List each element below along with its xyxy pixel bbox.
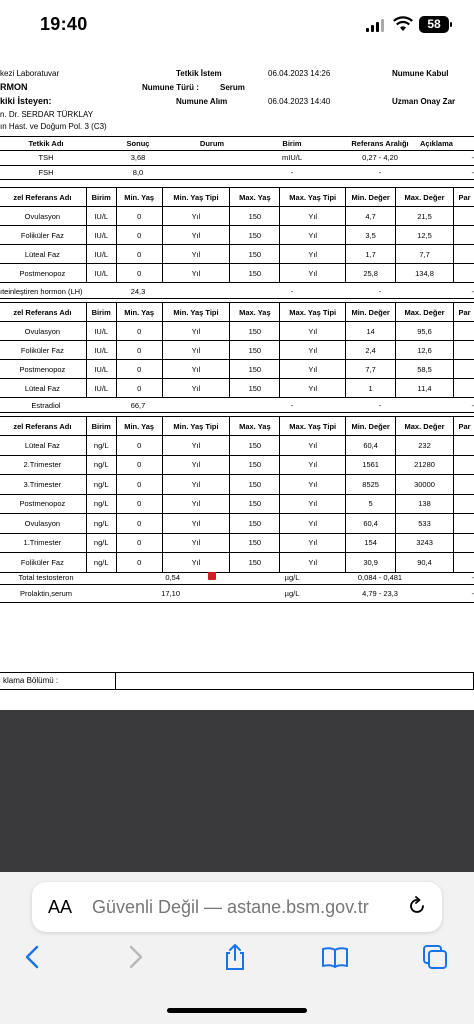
ref-name: Postmenopoz [0, 494, 86, 514]
ref-max-val: 12,5 [396, 226, 454, 245]
ref-par [453, 475, 474, 495]
ref-unit: IU/L [86, 226, 116, 245]
ref-col-name: zel Referans Adı [0, 417, 86, 436]
col-sonuc: Sonuç [94, 137, 182, 151]
ref-min-type: Yıl [162, 553, 230, 573]
ref-name: Postmenopoz [0, 264, 86, 283]
ref-col-min-val: Min. Değer [346, 303, 396, 322]
ref-min-type: Yıl [162, 514, 230, 534]
ref-col-min-age: Min. Yaş [116, 417, 162, 436]
ref-col-max-val: Max. Değer [396, 188, 454, 207]
table-row [0, 436, 474, 456]
ref-col-max-val: Max. Değer [396, 417, 454, 436]
table-row [0, 514, 474, 534]
home-indicator [167, 1008, 307, 1013]
ref-min-type: Yıl [162, 341, 230, 360]
wifi-icon [393, 16, 413, 32]
numune-turu-label: Numune Türü : [142, 83, 199, 92]
ref-col-unit: Birim [86, 303, 116, 322]
ref-min-type: Yıl [162, 226, 230, 245]
ref-max-type: Yıl [280, 226, 346, 245]
ref-col-name: zel Referans Adı [0, 188, 86, 207]
ref-min-val: 1561 [346, 455, 396, 475]
ref-max-val: 30000 [396, 475, 454, 495]
ref-name: Lüteal Faz [0, 245, 86, 264]
table-row [0, 584, 474, 602]
ref-max-val: 11,4 [396, 379, 454, 398]
test-result: 24,3 [94, 285, 182, 298]
lh-ref-table [0, 302, 474, 398]
estradiol-ref-table [0, 416, 474, 573]
test-name: Prolaktin,serum [0, 584, 94, 602]
uzman-onay-label: Uzman Onay Zar [392, 97, 456, 106]
ref-col-name: zel Referans Adı [0, 303, 86, 322]
ref-name: 2.Trimester [0, 455, 86, 475]
table-row [0, 322, 474, 341]
ref-max-val: 138 [396, 494, 454, 514]
ref-unit: ng/L [86, 455, 116, 475]
ref-min-age: 0 [116, 436, 162, 456]
test-unit: - [242, 165, 342, 179]
fsh-ref-table [0, 187, 474, 283]
ref-unit: IU/L [86, 264, 116, 283]
test-ref: - [342, 285, 418, 298]
ref-min-age: 0 [116, 494, 162, 514]
ref-min-val: 14 [346, 322, 396, 341]
ref-min-type: Yıl [162, 322, 230, 341]
test-note: - [418, 151, 474, 165]
result-rows-tsh-fsh [0, 151, 474, 180]
test-name: FSH [0, 165, 94, 179]
ref-max-age: 150 [230, 455, 280, 475]
ref-max-val: 134,8 [396, 264, 454, 283]
isteyen-label: kiki İsteyen: [0, 96, 52, 106]
ref-min-age: 0 [116, 226, 162, 245]
col-durum: Durum [182, 137, 242, 151]
ref-name: Ovulasyon [0, 207, 86, 226]
ref-min-type: Yıl [162, 207, 230, 226]
clock: 19:40 [40, 14, 88, 34]
aciklama-divider [115, 673, 116, 689]
ref-min-type: Yıl [162, 436, 230, 456]
ref-min-val: 4,7 [346, 207, 396, 226]
ref-unit: IU/L [86, 245, 116, 264]
test-result: 3,68 [94, 151, 182, 165]
forward-icon[interactable] [120, 942, 150, 972]
ref-max-val: 95,6 [396, 322, 454, 341]
ref-min-val: 25,8 [346, 264, 396, 283]
test-unit: µg/L [242, 584, 342, 602]
ref-max-val: 7,7 [396, 245, 454, 264]
test-status [182, 399, 242, 412]
test-name: Estradiol [0, 399, 94, 412]
ref-name: 1.Trimester [0, 533, 86, 553]
ref-unit: ng/L [86, 475, 116, 495]
test-ref: - [342, 165, 418, 179]
ref-max-age: 150 [230, 436, 280, 456]
main-header-table [0, 136, 474, 151]
col-tetkik-adi: Tetkik Adı [0, 137, 94, 151]
address-bar[interactable] [32, 882, 442, 932]
ref-col-max-type: Max. Yaş Tipi [280, 188, 346, 207]
ref-min-val: 60,4 [346, 514, 396, 534]
ref-name: 3.Trimester [0, 475, 86, 495]
ref-header-row [0, 303, 474, 322]
test-result: 17,10 [94, 584, 182, 602]
table-row [0, 226, 474, 245]
ref-min-type: Yıl [162, 455, 230, 475]
ref-max-val: 533 [396, 514, 454, 534]
ref-col-max-age: Max. Yaş [230, 303, 280, 322]
table-row [0, 494, 474, 514]
col-birim: Birim [242, 137, 342, 151]
numune-alim-value: 06.04.2023 14:40 [268, 97, 331, 106]
test-note: - [418, 399, 474, 412]
test-note: - [418, 285, 474, 298]
table-row [0, 341, 474, 360]
ref-min-val: 154 [346, 533, 396, 553]
test-result: 66,7 [94, 399, 182, 412]
ref-col-max-type: Max. Yaş Tipi [280, 303, 346, 322]
ref-max-type: Yıl [280, 455, 346, 475]
ref-name: Foliküler Faz [0, 341, 86, 360]
ref-max-type: Yıl [280, 494, 346, 514]
ref-col-max-type: Max. Yaş Tipi [280, 417, 346, 436]
ref-col-par: Par [453, 188, 474, 207]
table-row [0, 245, 474, 264]
test-name: Total testosteron [0, 571, 94, 584]
ref-max-type: Yıl [280, 533, 346, 553]
table-row [0, 360, 474, 379]
ref-col-unit: Birim [86, 417, 116, 436]
result-row-estradiol [0, 399, 474, 413]
ref-par [453, 360, 474, 379]
test-name: TSH [0, 151, 94, 165]
back-icon[interactable] [18, 942, 48, 972]
ref-col-max-age: Max. Yaş [230, 188, 280, 207]
ref-min-age: 0 [116, 341, 162, 360]
test-result: 0,54 [94, 571, 182, 584]
numune-kabul-label: Numune Kabul [392, 69, 449, 78]
col-referans: Referans Aralığı [342, 137, 418, 151]
test-note: - [418, 571, 474, 584]
ref-min-age: 0 [116, 360, 162, 379]
ref-min-type: Yıl [162, 360, 230, 379]
ref-unit: ng/L [86, 436, 116, 456]
ref-col-min-type: Min. Yaş Tipi [162, 417, 230, 436]
ref-header-row [0, 188, 474, 207]
ref-min-type: Yıl [162, 533, 230, 553]
test-status [182, 584, 242, 602]
doctor-name: n. Dr. SERDAR TÜRKLAY [0, 110, 94, 119]
ref-min-val: 30,9 [346, 553, 396, 573]
ref-unit: IU/L [86, 341, 116, 360]
ref-min-type: Yıl [162, 264, 230, 283]
ref-unit: ng/L [86, 514, 116, 534]
test-name: ıteinleştiren hormon (LH) [0, 285, 94, 298]
ref-max-val: 90,4 [396, 553, 454, 573]
ref-par [453, 553, 474, 573]
ref-col-unit: Birim [86, 188, 116, 207]
ref-max-type: Yıl [280, 341, 346, 360]
ref-par [453, 494, 474, 514]
ref-max-type: Yıl [280, 264, 346, 283]
ref-min-type: Yıl [162, 494, 230, 514]
status-bar [0, 0, 474, 50]
ref-max-val: 12,6 [396, 341, 454, 360]
reader-options-button[interactable]: AA [48, 897, 73, 917]
ref-max-type: Yıl [280, 514, 346, 534]
test-unit: mIU/L [242, 151, 342, 165]
ref-par [453, 264, 474, 283]
ref-unit: IU/L [86, 379, 116, 398]
ref-name: Foliküler Faz [0, 553, 86, 573]
ref-max-age: 150 [230, 494, 280, 514]
ref-par [453, 341, 474, 360]
ref-max-age: 150 [230, 514, 280, 534]
ref-min-val: 8525 [346, 475, 396, 495]
tetkik-istem-value: 06.04.2023 14:26 [268, 69, 331, 78]
ref-max-type: Yıl [280, 245, 346, 264]
panel-name: RMON [0, 82, 28, 92]
table-row [0, 151, 474, 165]
test-ref: 0,084 - 0,481 [342, 571, 418, 584]
ref-par [453, 533, 474, 553]
test-unit: µg/L [242, 571, 342, 584]
test-ref: 4,79 - 23,3 [342, 584, 418, 602]
ref-col-par: Par [453, 303, 474, 322]
ref-unit: ng/L [86, 533, 116, 553]
test-result: 8,0 [94, 165, 182, 179]
ref-col-par: Par [453, 417, 474, 436]
ref-max-age: 150 [230, 245, 280, 264]
ref-par [453, 207, 474, 226]
test-status [182, 285, 242, 298]
ref-max-val: 3243 [396, 533, 454, 553]
ref-min-age: 0 [116, 245, 162, 264]
ref-col-min-type: Min. Yaş Tipi [162, 188, 230, 207]
ref-min-age: 0 [116, 553, 162, 573]
result-row-lh [0, 285, 474, 299]
ref-col-min-type: Min. Yaş Tipi [162, 303, 230, 322]
battery-icon: 58 [419, 16, 449, 33]
ref-max-age: 150 [230, 207, 280, 226]
ref-max-type: Yıl [280, 475, 346, 495]
signal-icon [366, 19, 386, 32]
ref-par [453, 379, 474, 398]
ref-min-val: 3,5 [346, 226, 396, 245]
ref-max-age: 150 [230, 360, 280, 379]
ref-min-val: 1,7 [346, 245, 396, 264]
test-status [182, 165, 242, 179]
ref-max-type: Yıl [280, 436, 346, 456]
ref-max-age: 150 [230, 322, 280, 341]
ref-min-age: 0 [116, 514, 162, 534]
ref-col-max-val: Max. Değer [396, 303, 454, 322]
bookmarks-icon[interactable] [320, 942, 350, 972]
ref-max-type: Yıl [280, 379, 346, 398]
tabs-icon[interactable] [420, 942, 450, 972]
table-row [0, 379, 474, 398]
ref-header-row [0, 417, 474, 436]
ref-min-val: 60,4 [346, 436, 396, 456]
result-rows-hormones [0, 571, 474, 603]
test-note: - [418, 165, 474, 179]
ref-max-type: Yıl [280, 360, 346, 379]
ref-max-age: 150 [230, 379, 280, 398]
test-status [182, 151, 242, 165]
ref-min-age: 0 [116, 322, 162, 341]
table-row [0, 553, 474, 573]
lab-name: kezi Laboratuvar [0, 69, 60, 78]
ref-min-age: 0 [116, 264, 162, 283]
ref-name: Foliküler Faz [0, 226, 86, 245]
table-row [0, 264, 474, 283]
ref-min-type: Yıl [162, 475, 230, 495]
ref-col-max-age: Max. Yaş [230, 417, 280, 436]
ref-max-age: 150 [230, 553, 280, 573]
ref-par [453, 322, 474, 341]
test-ref: - [342, 399, 418, 412]
ref-max-type: Yıl [280, 322, 346, 341]
ref-unit: ng/L [86, 494, 116, 514]
ref-max-val: 21280 [396, 455, 454, 475]
test-note: - [418, 584, 474, 602]
ref-col-min-age: Min. Yaş [116, 188, 162, 207]
ref-min-age: 0 [116, 207, 162, 226]
numune-alim-label: Numune Alım [176, 97, 228, 106]
aciklama-section [0, 672, 474, 690]
aciklama-label: klama Bölümü : [3, 676, 59, 685]
ref-min-age: 0 [116, 475, 162, 495]
table-row [0, 455, 474, 475]
ref-par [453, 245, 474, 264]
ref-min-val: 2,4 [346, 341, 396, 360]
test-ref: 0,27 - 4,20 [342, 151, 418, 165]
ref-max-age: 150 [230, 533, 280, 553]
numune-turu-value: Serum [220, 83, 245, 92]
high-flag-icon [208, 572, 216, 580]
url-text[interactable]: Güvenli Değil — astane.bsm.gov.tr [92, 897, 369, 917]
ref-min-age: 0 [116, 455, 162, 475]
ref-name: Lüteal Faz [0, 436, 86, 456]
test-status [182, 571, 242, 584]
table-row [0, 207, 474, 226]
table-row [0, 399, 474, 412]
col-aciklama: Açıklama [418, 137, 474, 151]
ref-max-type: Yıl [280, 207, 346, 226]
reload-icon[interactable] [406, 895, 428, 917]
ref-max-age: 150 [230, 264, 280, 283]
ref-name: Ovulasyon [0, 514, 86, 534]
ref-unit: IU/L [86, 207, 116, 226]
ref-unit: IU/L [86, 322, 116, 341]
lab-report [0, 50, 474, 710]
table-row [0, 571, 474, 584]
tetkik-istem-label: Tetkik İstem [176, 69, 222, 78]
ref-col-min-age: Min. Yaş [116, 303, 162, 322]
ref-col-min-val: Min. Değer [346, 417, 396, 436]
ref-par [453, 455, 474, 475]
share-icon[interactable] [220, 942, 250, 972]
ref-min-val: 1 [346, 379, 396, 398]
ref-max-age: 150 [230, 226, 280, 245]
test-unit: - [242, 285, 342, 298]
ref-par [453, 436, 474, 456]
ref-name: Lüteal Faz [0, 379, 86, 398]
table-row [0, 533, 474, 553]
ref-min-type: Yıl [162, 379, 230, 398]
ref-unit: IU/L [86, 360, 116, 379]
ref-min-val: 5 [346, 494, 396, 514]
ref-max-type: Yıl [280, 553, 346, 573]
ref-min-val: 7,7 [346, 360, 396, 379]
page-background [0, 710, 474, 872]
ref-min-type: Yıl [162, 245, 230, 264]
clinic-name: ın Hast. ve Doğum Pol. 3 (C3) [0, 122, 107, 131]
ref-max-val: 58,5 [396, 360, 454, 379]
ref-max-val: 21,5 [396, 207, 454, 226]
table-row [0, 165, 474, 179]
ref-name: Postmenopoz [0, 360, 86, 379]
ref-max-age: 150 [230, 341, 280, 360]
ref-name: Ovulasyon [0, 322, 86, 341]
ref-par [453, 226, 474, 245]
ref-max-age: 150 [230, 475, 280, 495]
ref-min-age: 0 [116, 533, 162, 553]
ref-min-age: 0 [116, 379, 162, 398]
ref-unit: ng/L [86, 553, 116, 573]
ref-col-min-val: Min. Değer [346, 188, 396, 207]
table-row [0, 285, 474, 298]
table-row [0, 475, 474, 495]
ref-max-val: 232 [396, 436, 454, 456]
ref-par [453, 514, 474, 534]
test-unit: - [242, 399, 342, 412]
